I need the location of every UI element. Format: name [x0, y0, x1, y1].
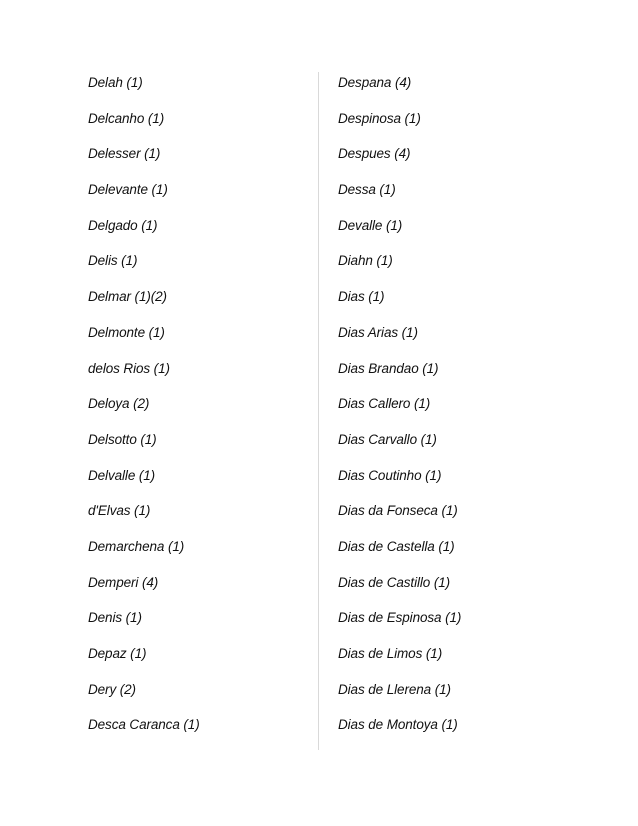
list-item: Desca Caranca (1) — [88, 717, 200, 733]
list-item: Dias de Castillo (1) — [338, 574, 451, 590]
list-item: Demperi (4) — [88, 574, 159, 590]
list-item: Delah (1) — [88, 75, 143, 90]
list-item: Dias Callero (1) — [338, 396, 431, 412]
list-item: Dessa (1) — [338, 182, 396, 198]
list-item: Demarchena (1) — [88, 538, 185, 554]
list-item: Devalle (1) — [338, 217, 403, 233]
list-item: Delevante (1) — [88, 182, 168, 198]
list-item: Dias Carvallo (1) — [338, 431, 437, 447]
list-item: delos Rios (1) — [88, 360, 170, 376]
list-item: Delmar (1)(2) — [88, 289, 167, 305]
list-item: Despana (4) — [338, 75, 412, 90]
list-item: Despues (4) — [338, 146, 411, 162]
list-item: Dias de Montoya (1) — [338, 717, 458, 733]
list-item: Dias da Fonseca (1) — [338, 503, 458, 519]
list-item: Delsotto (1) — [88, 431, 157, 447]
list-item: Denis (1) — [88, 610, 142, 626]
list-item: Dias de Limos (1) — [338, 646, 443, 661]
list-item: Deloya (2) — [88, 396, 150, 412]
list-item: Delmonte (1) — [88, 324, 165, 340]
list-item: Delis (1) — [88, 253, 138, 269]
column-divider — [318, 72, 319, 750]
list-item: Dery (2) — [88, 681, 136, 697]
list-item: Delcanho (1) — [88, 110, 165, 126]
list-item: d'Elvas (1) — [88, 503, 151, 519]
list-item: Dias Arias (1) — [338, 324, 418, 340]
list-item: Delesser (1) — [88, 146, 161, 162]
list-item: Delvalle (1) — [88, 467, 156, 483]
list-item: Delgado (1) — [88, 217, 158, 233]
list-item: Dias de Castella (1) — [338, 538, 455, 554]
list-item: Dias de Llerena (1) — [338, 681, 451, 697]
list-item: Dias Coutinho (1) — [338, 467, 442, 483]
list-item: Despinosa (1) — [338, 110, 421, 126]
surname-list-left — [88, 65, 308, 743]
list-item: Diahn (1) — [338, 253, 393, 269]
list-item: Dias de Espinosa (1) — [338, 610, 462, 626]
surname-list-right — [338, 65, 578, 743]
list-item: Dias (1) — [338, 289, 385, 305]
list-item: Dias Brandao (1) — [338, 360, 439, 376]
list-item: Depaz (1) — [88, 646, 147, 661]
